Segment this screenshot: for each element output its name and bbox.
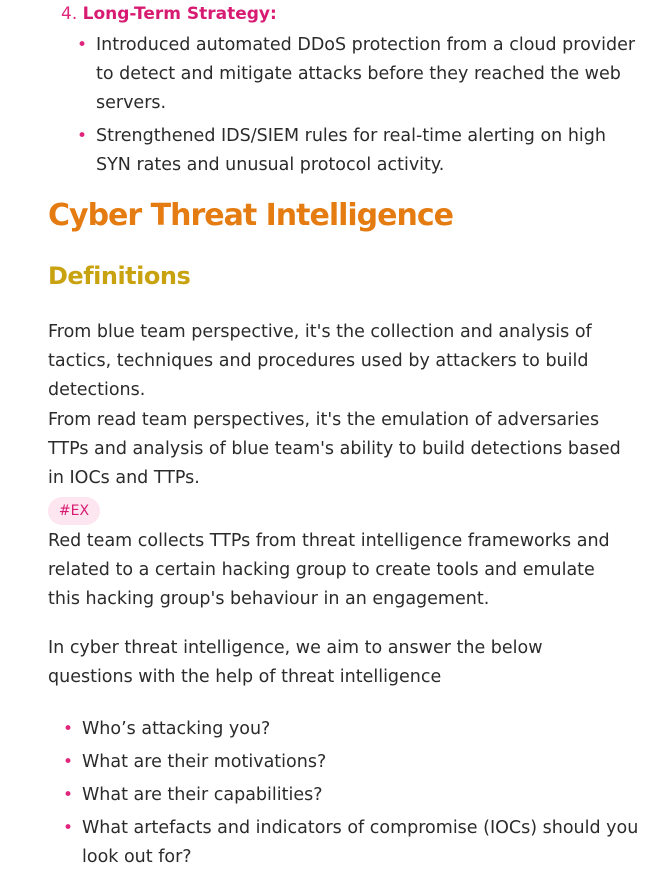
bullet-icon: • <box>63 785 74 805</box>
bullet-icon: • <box>77 126 88 146</box>
question-text: What are their capabilities? <box>82 785 323 805</box>
question-item <box>63 814 642 872</box>
aim-paragraph: In cyber threat intelligence, we aim to answer the below questions with the help of threat intelligence <box>48 638 543 687</box>
section-heading: Cyber Threat Intelligence <box>48 198 453 233</box>
subsection-heading: Definitions <box>48 262 191 290</box>
strategy-bullet <box>77 31 636 118</box>
question-text: What artefacts and indicators of compromise (IOCs) should you look out for? <box>82 818 639 867</box>
blue-team-paragraph: From blue team perspective, it's the collection and analysis of tactics, techniques and procedures used by attackers to build detections. <box>48 322 592 400</box>
question-item <box>63 715 642 744</box>
strategy-list-item <box>61 4 277 24</box>
question-text: Who’s attacking you? <box>82 719 271 739</box>
bullet-icon: • <box>77 35 88 55</box>
example-tag[interactable]: #EX <box>48 497 100 525</box>
bullet-icon: • <box>63 719 74 739</box>
strategy-bullet <box>77 122 636 180</box>
question-item <box>63 748 642 777</box>
strategy-title: Long-Term Strategy: <box>82 4 277 24</box>
question-text: What are their motivations? <box>82 752 327 772</box>
example-paragraph: Red team collects TTPs from threat intelligence frameworks and related to a certain hacking group to create tools and emulate this hacking group's behaviour in an engagement. <box>48 531 610 609</box>
bullet-text: Introduced automated DDoS protection from a cloud provider to detect and mitigate attacks before they reached the web servers. <box>96 35 636 113</box>
bullet-icon: • <box>63 818 74 838</box>
list-number: 4. <box>61 4 78 24</box>
question-item <box>63 781 642 810</box>
bullet-text: Strengthened IDS/SIEM rules for real-time alerting on high SYN rates and unusual protocol activity. <box>96 126 606 175</box>
bullet-icon: • <box>63 752 74 772</box>
red-team-paragraph: From read team perspectives, it's the emulation of adversaries TTPs and analysis of blue team's ability to build detections based in IOCs and TTPs. <box>48 410 621 488</box>
